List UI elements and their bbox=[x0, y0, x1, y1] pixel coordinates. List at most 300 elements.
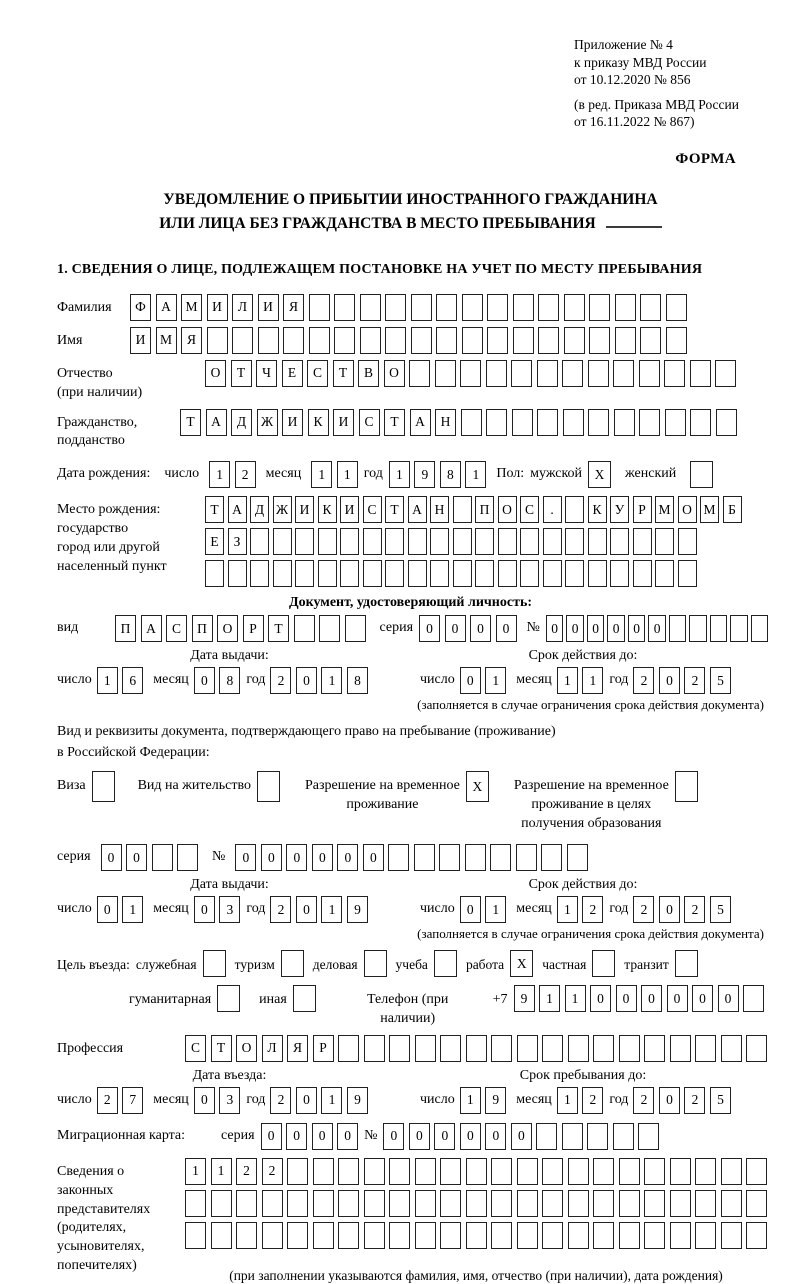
char-box[interactable]: 2 bbox=[684, 896, 705, 923]
char-box[interactable] bbox=[593, 1190, 614, 1217]
char-box[interactable]: 1 bbox=[97, 667, 118, 694]
char-box[interactable]: 3 bbox=[219, 1087, 240, 1114]
char-box[interactable] bbox=[543, 528, 562, 555]
char-box[interactable] bbox=[295, 560, 314, 587]
char-box[interactable]: К bbox=[308, 409, 329, 436]
char-box[interactable]: Я bbox=[287, 1035, 308, 1062]
char-box[interactable] bbox=[610, 528, 629, 555]
char-box[interactable]: 2 bbox=[270, 667, 291, 694]
char-box[interactable]: Т bbox=[268, 615, 289, 642]
char-box[interactable] bbox=[309, 294, 330, 321]
char-box[interactable] bbox=[364, 1190, 385, 1217]
char-box[interactable] bbox=[644, 1222, 665, 1249]
char-box[interactable] bbox=[232, 327, 253, 354]
char-box[interactable]: О bbox=[205, 360, 226, 387]
char-box[interactable] bbox=[250, 560, 269, 587]
char-box[interactable] bbox=[475, 560, 494, 587]
char-box[interactable]: М bbox=[700, 496, 719, 523]
char-box[interactable] bbox=[746, 1035, 767, 1062]
char-box[interactable] bbox=[588, 560, 607, 587]
char-box[interactable] bbox=[644, 1190, 665, 1217]
char-box[interactable] bbox=[430, 528, 449, 555]
char-box[interactable] bbox=[689, 615, 707, 642]
char-box[interactable] bbox=[491, 1035, 512, 1062]
sex-female-checkbox[interactable] bbox=[690, 461, 713, 488]
char-box[interactable]: К bbox=[318, 496, 337, 523]
char-box[interactable] bbox=[655, 560, 674, 587]
char-box[interactable]: 0 bbox=[296, 667, 317, 694]
char-box[interactable]: 0 bbox=[628, 615, 646, 642]
char-box[interactable]: 5 bbox=[710, 896, 731, 923]
char-box[interactable]: 5 bbox=[710, 667, 731, 694]
char-box[interactable]: 2 bbox=[633, 896, 654, 923]
char-box[interactable]: 9 bbox=[347, 1087, 368, 1114]
char-box[interactable]: А bbox=[141, 615, 162, 642]
char-box[interactable]: Е bbox=[205, 528, 224, 555]
char-box[interactable] bbox=[461, 409, 482, 436]
char-box[interactable] bbox=[644, 1035, 665, 1062]
char-box[interactable] bbox=[453, 528, 472, 555]
char-box[interactable] bbox=[613, 360, 634, 387]
char-box[interactable] bbox=[338, 1190, 359, 1217]
char-box[interactable]: В bbox=[358, 360, 379, 387]
char-box[interactable] bbox=[563, 409, 584, 436]
char-box[interactable]: И bbox=[130, 327, 151, 354]
char-box[interactable] bbox=[669, 615, 687, 642]
char-box[interactable] bbox=[695, 1190, 716, 1217]
char-box[interactable]: И bbox=[207, 294, 228, 321]
char-box[interactable]: К bbox=[588, 496, 607, 523]
char-box[interactable] bbox=[512, 409, 533, 436]
char-box[interactable]: У bbox=[610, 496, 629, 523]
char-box[interactable]: А bbox=[408, 496, 427, 523]
purpose-business-checkbox[interactable] bbox=[364, 950, 387, 977]
char-box[interactable]: 0 bbox=[312, 844, 333, 871]
char-box[interactable]: 0 bbox=[470, 615, 491, 642]
char-box[interactable] bbox=[710, 615, 728, 642]
char-box[interactable]: С bbox=[166, 615, 187, 642]
char-box[interactable]: Л bbox=[232, 294, 253, 321]
char-box[interactable] bbox=[411, 294, 432, 321]
char-box[interactable] bbox=[695, 1158, 716, 1185]
char-box[interactable]: А bbox=[228, 496, 247, 523]
char-box[interactable] bbox=[430, 560, 449, 587]
char-box[interactable] bbox=[185, 1190, 206, 1217]
char-box[interactable] bbox=[415, 1035, 436, 1062]
char-box[interactable] bbox=[538, 327, 559, 354]
char-box[interactable] bbox=[491, 1222, 512, 1249]
char-box[interactable]: 1 bbox=[465, 461, 486, 488]
char-box[interactable]: 0 bbox=[419, 615, 440, 642]
char-box[interactable] bbox=[665, 409, 686, 436]
char-box[interactable]: Т bbox=[180, 409, 201, 436]
char-box[interactable]: 0 bbox=[337, 844, 358, 871]
purpose-tourism-checkbox[interactable] bbox=[281, 950, 304, 977]
char-box[interactable] bbox=[318, 560, 337, 587]
char-box[interactable] bbox=[640, 294, 661, 321]
char-box[interactable]: Н bbox=[430, 496, 449, 523]
sex-male-checkbox[interactable]: X bbox=[588, 461, 611, 488]
char-box[interactable]: 0 bbox=[261, 844, 282, 871]
char-box[interactable]: 0 bbox=[566, 615, 584, 642]
char-box[interactable] bbox=[517, 1158, 538, 1185]
purpose-other-checkbox[interactable] bbox=[293, 985, 316, 1012]
char-box[interactable]: 2 bbox=[270, 896, 291, 923]
char-box[interactable]: З bbox=[228, 528, 247, 555]
char-box[interactable]: Н bbox=[435, 409, 456, 436]
char-box[interactable]: 0 bbox=[616, 985, 637, 1012]
char-box[interactable] bbox=[589, 294, 610, 321]
char-box[interactable]: 0 bbox=[101, 844, 122, 871]
char-box[interactable]: 0 bbox=[511, 1123, 532, 1150]
char-box[interactable] bbox=[287, 1222, 308, 1249]
char-box[interactable] bbox=[568, 1222, 589, 1249]
char-box[interactable] bbox=[389, 1190, 410, 1217]
char-box[interactable]: 0 bbox=[590, 985, 611, 1012]
char-box[interactable]: 0 bbox=[97, 896, 118, 923]
char-box[interactable]: 0 bbox=[485, 1123, 506, 1150]
char-box[interactable] bbox=[283, 327, 304, 354]
char-box[interactable] bbox=[389, 1222, 410, 1249]
char-box[interactable]: О bbox=[498, 496, 517, 523]
purpose-work-checkbox[interactable]: X bbox=[510, 950, 533, 977]
char-box[interactable] bbox=[619, 1190, 640, 1217]
char-box[interactable]: 0 bbox=[286, 844, 307, 871]
char-box[interactable]: 0 bbox=[194, 896, 215, 923]
char-box[interactable]: И bbox=[340, 496, 359, 523]
char-box[interactable] bbox=[565, 528, 584, 555]
char-box[interactable] bbox=[564, 294, 585, 321]
char-box[interactable]: И bbox=[258, 294, 279, 321]
char-box[interactable] bbox=[273, 560, 292, 587]
purpose-transit-checkbox[interactable] bbox=[675, 950, 698, 977]
char-box[interactable] bbox=[338, 1035, 359, 1062]
char-box[interactable] bbox=[638, 1123, 659, 1150]
char-box[interactable] bbox=[273, 528, 292, 555]
char-box[interactable] bbox=[619, 1222, 640, 1249]
char-box[interactable] bbox=[453, 496, 472, 523]
char-box[interactable]: О bbox=[236, 1035, 257, 1062]
char-box[interactable] bbox=[363, 560, 382, 587]
char-box[interactable] bbox=[439, 844, 460, 871]
char-box[interactable] bbox=[633, 560, 652, 587]
char-box[interactable] bbox=[408, 528, 427, 555]
char-box[interactable] bbox=[207, 327, 228, 354]
char-box[interactable] bbox=[287, 1190, 308, 1217]
char-box[interactable]: Е bbox=[282, 360, 303, 387]
char-box[interactable]: 1 bbox=[389, 461, 410, 488]
char-box[interactable] bbox=[498, 528, 517, 555]
char-box[interactable] bbox=[542, 1035, 563, 1062]
char-box[interactable] bbox=[295, 528, 314, 555]
char-box[interactable] bbox=[517, 1190, 538, 1217]
char-box[interactable]: Р bbox=[313, 1035, 334, 1062]
char-box[interactable]: 0 bbox=[445, 615, 466, 642]
char-box[interactable] bbox=[695, 1222, 716, 1249]
char-box[interactable] bbox=[619, 1035, 640, 1062]
char-box[interactable]: Т bbox=[231, 360, 252, 387]
char-box[interactable] bbox=[536, 1123, 557, 1150]
char-box[interactable] bbox=[211, 1222, 232, 1249]
char-box[interactable] bbox=[520, 528, 539, 555]
char-box[interactable]: Я bbox=[181, 327, 202, 354]
char-box[interactable] bbox=[568, 1035, 589, 1062]
char-box[interactable] bbox=[565, 560, 584, 587]
char-box[interactable]: 1 bbox=[321, 896, 342, 923]
char-box[interactable] bbox=[614, 409, 635, 436]
char-box[interactable]: 8 bbox=[219, 667, 240, 694]
char-box[interactable]: 0 bbox=[607, 615, 625, 642]
purpose-study-checkbox[interactable] bbox=[434, 950, 457, 977]
char-box[interactable] bbox=[389, 1035, 410, 1062]
char-box[interactable] bbox=[364, 1158, 385, 1185]
visa-checkbox[interactable] bbox=[92, 771, 115, 802]
char-box[interactable]: 2 bbox=[235, 461, 256, 488]
char-box[interactable] bbox=[644, 1158, 665, 1185]
char-box[interactable]: 8 bbox=[440, 461, 461, 488]
char-box[interactable] bbox=[746, 1158, 767, 1185]
char-box[interactable] bbox=[309, 327, 330, 354]
char-box[interactable]: 7 bbox=[122, 1087, 143, 1114]
char-box[interactable]: 0 bbox=[296, 896, 317, 923]
char-box[interactable] bbox=[490, 844, 511, 871]
purpose-humanitarian-checkbox[interactable] bbox=[217, 985, 240, 1012]
char-box[interactable]: 9 bbox=[514, 985, 535, 1012]
char-box[interactable] bbox=[414, 844, 435, 871]
char-box[interactable]: 1 bbox=[539, 985, 560, 1012]
char-box[interactable] bbox=[466, 1190, 487, 1217]
char-box[interactable]: 0 bbox=[337, 1123, 358, 1150]
char-box[interactable] bbox=[408, 560, 427, 587]
char-box[interactable] bbox=[498, 560, 517, 587]
char-box[interactable] bbox=[294, 615, 315, 642]
char-box[interactable] bbox=[568, 1158, 589, 1185]
char-box[interactable] bbox=[721, 1158, 742, 1185]
char-box[interactable]: 1 bbox=[209, 461, 230, 488]
char-box[interactable]: 1 bbox=[557, 896, 578, 923]
char-box[interactable] bbox=[619, 1158, 640, 1185]
char-box[interactable]: 2 bbox=[582, 896, 603, 923]
char-box[interactable]: И bbox=[333, 409, 354, 436]
char-box[interactable] bbox=[567, 844, 588, 871]
char-box[interactable]: О bbox=[678, 496, 697, 523]
char-box[interactable] bbox=[751, 615, 769, 642]
char-box[interactable] bbox=[593, 1222, 614, 1249]
char-box[interactable] bbox=[666, 294, 687, 321]
char-box[interactable]: 6 bbox=[122, 667, 143, 694]
char-box[interactable] bbox=[475, 528, 494, 555]
char-box[interactable]: 0 bbox=[587, 615, 605, 642]
char-box[interactable] bbox=[364, 1035, 385, 1062]
char-box[interactable]: 0 bbox=[383, 1123, 404, 1150]
char-box[interactable]: 1 bbox=[557, 1087, 578, 1114]
char-box[interactable]: 1 bbox=[185, 1158, 206, 1185]
char-box[interactable]: Д bbox=[250, 496, 269, 523]
temp-residence-checkbox[interactable]: X bbox=[466, 771, 489, 802]
char-box[interactable] bbox=[541, 844, 562, 871]
char-box[interactable]: С bbox=[185, 1035, 206, 1062]
char-box[interactable] bbox=[385, 327, 406, 354]
char-box[interactable] bbox=[743, 985, 764, 1012]
char-box[interactable]: 1 bbox=[460, 1087, 481, 1114]
char-box[interactable] bbox=[537, 360, 558, 387]
char-box[interactable] bbox=[640, 327, 661, 354]
char-box[interactable]: И bbox=[295, 496, 314, 523]
char-box[interactable]: 0 bbox=[434, 1123, 455, 1150]
residence-permit-checkbox[interactable] bbox=[257, 771, 280, 802]
char-box[interactable] bbox=[678, 528, 697, 555]
char-box[interactable] bbox=[205, 560, 224, 587]
char-box[interactable] bbox=[746, 1190, 767, 1217]
char-box[interactable] bbox=[319, 615, 340, 642]
char-box[interactable] bbox=[562, 360, 583, 387]
char-box[interactable]: Р bbox=[243, 615, 264, 642]
char-box[interactable] bbox=[385, 528, 404, 555]
char-box[interactable]: 1 bbox=[485, 667, 506, 694]
purpose-official-checkbox[interactable] bbox=[203, 950, 226, 977]
char-box[interactable] bbox=[388, 844, 409, 871]
char-box[interactable]: А bbox=[156, 294, 177, 321]
char-box[interactable] bbox=[664, 360, 685, 387]
char-box[interactable] bbox=[613, 1123, 634, 1150]
char-box[interactable]: 9 bbox=[347, 896, 368, 923]
purpose-private-checkbox[interactable] bbox=[592, 950, 615, 977]
char-box[interactable]: Л bbox=[262, 1035, 283, 1062]
char-box[interactable]: М bbox=[655, 496, 674, 523]
char-box[interactable] bbox=[440, 1035, 461, 1062]
char-box[interactable] bbox=[542, 1222, 563, 1249]
char-box[interactable] bbox=[670, 1222, 691, 1249]
char-box[interactable] bbox=[670, 1158, 691, 1185]
char-box[interactable]: 0 bbox=[296, 1087, 317, 1114]
char-box[interactable] bbox=[440, 1158, 461, 1185]
char-box[interactable]: П bbox=[475, 496, 494, 523]
char-box[interactable] bbox=[466, 1222, 487, 1249]
char-box[interactable] bbox=[462, 294, 483, 321]
char-box[interactable] bbox=[721, 1190, 742, 1217]
char-box[interactable] bbox=[250, 528, 269, 555]
char-box[interactable]: Т bbox=[385, 496, 404, 523]
char-box[interactable] bbox=[385, 294, 406, 321]
char-box[interactable]: 1 bbox=[582, 667, 603, 694]
char-box[interactable] bbox=[211, 1190, 232, 1217]
char-box[interactable]: 8 bbox=[347, 667, 368, 694]
char-box[interactable]: Р bbox=[633, 496, 652, 523]
char-box[interactable] bbox=[364, 1222, 385, 1249]
char-box[interactable] bbox=[588, 528, 607, 555]
char-box[interactable]: 9 bbox=[414, 461, 435, 488]
char-box[interactable] bbox=[262, 1222, 283, 1249]
char-box[interactable] bbox=[565, 496, 584, 523]
char-box[interactable] bbox=[517, 1035, 538, 1062]
char-box[interactable]: Ч bbox=[256, 360, 277, 387]
char-box[interactable] bbox=[177, 844, 198, 871]
char-box[interactable] bbox=[562, 1123, 583, 1150]
char-box[interactable]: Т bbox=[384, 409, 405, 436]
char-box[interactable]: 0 bbox=[659, 667, 680, 694]
char-box[interactable] bbox=[360, 327, 381, 354]
char-box[interactable]: 2 bbox=[633, 1087, 654, 1114]
char-box[interactable]: 1 bbox=[485, 896, 506, 923]
char-box[interactable] bbox=[487, 327, 508, 354]
char-box[interactable] bbox=[435, 360, 456, 387]
char-box[interactable]: 1 bbox=[321, 667, 342, 694]
char-box[interactable]: 2 bbox=[582, 1087, 603, 1114]
char-box[interactable] bbox=[385, 560, 404, 587]
char-box[interactable]: О bbox=[384, 360, 405, 387]
char-box[interactable] bbox=[491, 1158, 512, 1185]
char-box[interactable]: Ж bbox=[257, 409, 278, 436]
char-box[interactable]: О bbox=[217, 615, 238, 642]
char-box[interactable]: 2 bbox=[270, 1087, 291, 1114]
char-box[interactable]: С bbox=[307, 360, 328, 387]
char-box[interactable]: 2 bbox=[633, 667, 654, 694]
char-box[interactable]: 1 bbox=[557, 667, 578, 694]
char-box[interactable]: Я bbox=[283, 294, 304, 321]
char-box[interactable] bbox=[666, 327, 687, 354]
char-box[interactable]: 0 bbox=[235, 844, 256, 871]
char-box[interactable]: 1 bbox=[321, 1087, 342, 1114]
char-box[interactable] bbox=[334, 327, 355, 354]
char-box[interactable]: 2 bbox=[262, 1158, 283, 1185]
char-box[interactable]: 0 bbox=[286, 1123, 307, 1150]
char-box[interactable]: 3 bbox=[219, 896, 240, 923]
char-box[interactable] bbox=[716, 409, 737, 436]
char-box[interactable]: 2 bbox=[236, 1158, 257, 1185]
char-box[interactable] bbox=[466, 1158, 487, 1185]
char-box[interactable]: М bbox=[181, 294, 202, 321]
char-box[interactable]: 9 bbox=[485, 1087, 506, 1114]
char-box[interactable] bbox=[589, 327, 610, 354]
char-box[interactable] bbox=[568, 1190, 589, 1217]
char-box[interactable] bbox=[185, 1222, 206, 1249]
char-box[interactable] bbox=[537, 409, 558, 436]
char-box[interactable] bbox=[465, 844, 486, 871]
char-box[interactable] bbox=[511, 360, 532, 387]
char-box[interactable] bbox=[587, 1123, 608, 1150]
char-box[interactable]: 1 bbox=[565, 985, 586, 1012]
char-box[interactable] bbox=[746, 1222, 767, 1249]
char-box[interactable] bbox=[588, 409, 609, 436]
char-box[interactable]: . bbox=[543, 496, 562, 523]
char-box[interactable]: Б bbox=[723, 496, 742, 523]
char-box[interactable] bbox=[287, 1158, 308, 1185]
char-box[interactable]: 1 bbox=[311, 461, 332, 488]
char-box[interactable] bbox=[588, 360, 609, 387]
char-box[interactable] bbox=[670, 1190, 691, 1217]
char-box[interactable]: С bbox=[359, 409, 380, 436]
char-box[interactable] bbox=[466, 1035, 487, 1062]
char-box[interactable] bbox=[453, 560, 472, 587]
char-box[interactable] bbox=[695, 1035, 716, 1062]
char-box[interactable] bbox=[615, 327, 636, 354]
char-box[interactable]: 0 bbox=[692, 985, 713, 1012]
char-box[interactable] bbox=[462, 327, 483, 354]
char-box[interactable] bbox=[486, 409, 507, 436]
char-box[interactable]: Ф bbox=[130, 294, 151, 321]
char-box[interactable]: Т bbox=[211, 1035, 232, 1062]
char-box[interactable] bbox=[730, 615, 748, 642]
char-box[interactable]: 0 bbox=[659, 1087, 680, 1114]
char-box[interactable] bbox=[538, 294, 559, 321]
char-box[interactable] bbox=[389, 1158, 410, 1185]
char-box[interactable]: 0 bbox=[409, 1123, 430, 1150]
char-box[interactable] bbox=[670, 1035, 691, 1062]
char-box[interactable] bbox=[610, 560, 629, 587]
char-box[interactable]: А bbox=[206, 409, 227, 436]
edu-residence-checkbox[interactable] bbox=[675, 771, 698, 802]
char-box[interactable] bbox=[655, 528, 674, 555]
